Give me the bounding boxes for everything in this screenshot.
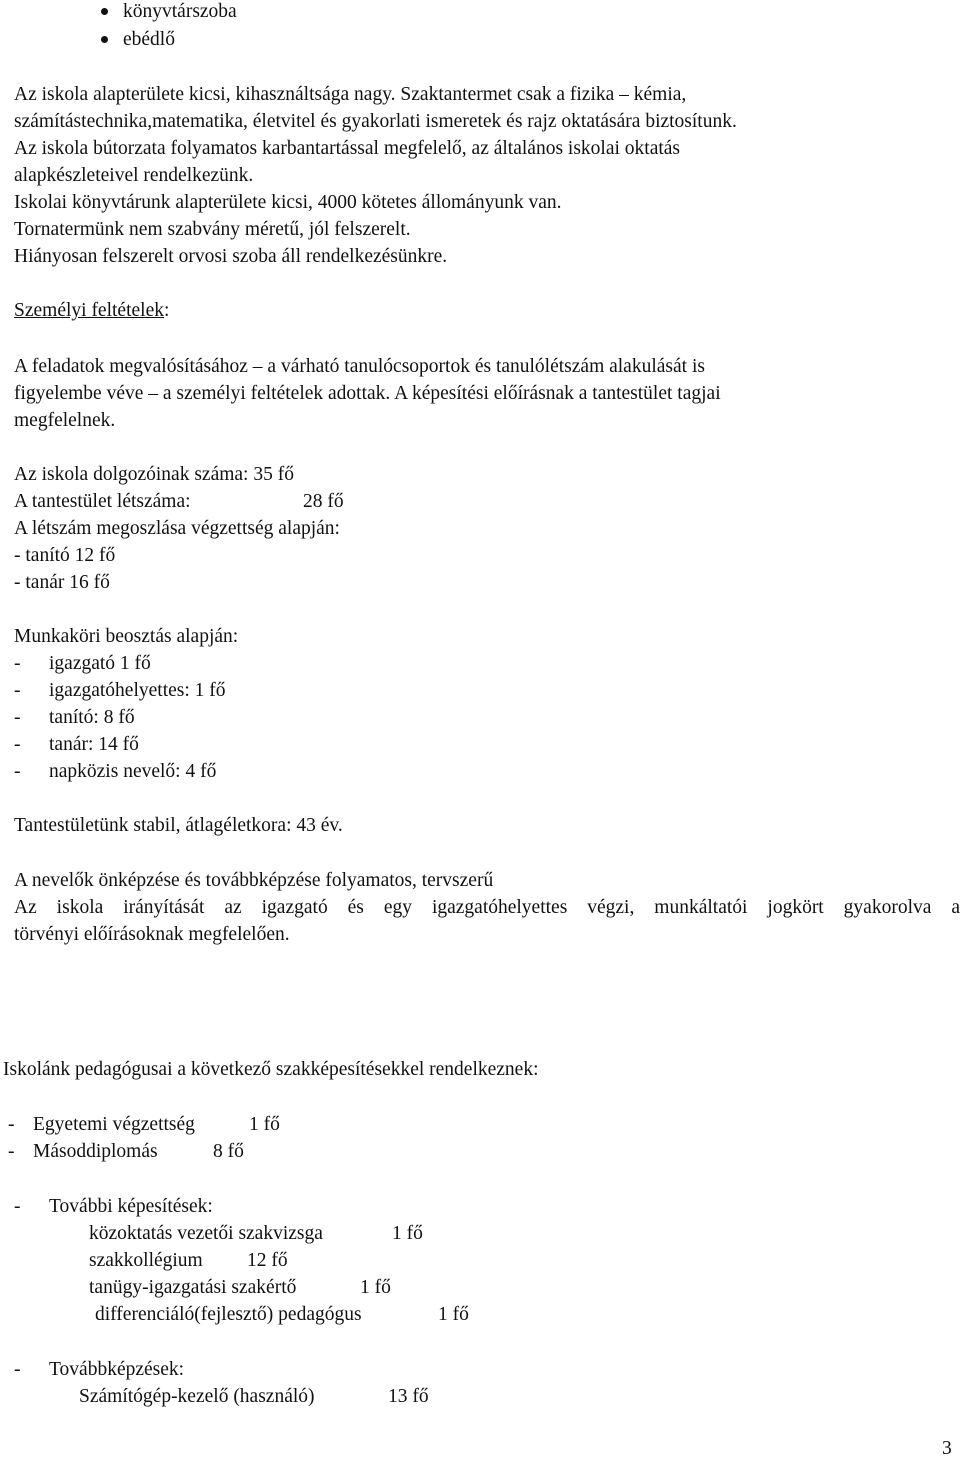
faculty-label: A tantestület létszáma: — [14, 491, 191, 512]
list-item: - tanító 12 fő — [14, 545, 116, 566]
roles-title: Munkaköri beosztás alapján: — [14, 626, 239, 647]
list-dash: - — [14, 680, 21, 701]
paragraph-line: Az iskola bútorzata folyamatos karbantartással megfelelő, az általános iskolai oktatás — [14, 138, 681, 159]
list-dash: - — [8, 1141, 15, 1162]
bullet-dot — [101, 8, 108, 15]
paragraph-line: Az iskola alapterülete kicsi, kihasználtsága nagy. Szaktantermet csak a fizika – kémia, — [14, 84, 687, 105]
education-title: A létszám megoszlása végzettség alapján: — [14, 518, 340, 539]
paragraph-line: Az iskola irányítását az igazgató és egy igazgatóhelyettes végzi, munkáltatói jogkört gyakorolva a — [14, 897, 960, 918]
list-item: tanár: 14 fő — [49, 734, 139, 755]
list-dash: - — [14, 707, 21, 728]
paragraph-line: Tornatermünk nem szabvány méretű, jól felszerelt. — [14, 219, 411, 240]
staff-stability: Tantestületünk stabil, átlagéletkora: 43 év. — [14, 815, 343, 836]
bullet-dot — [101, 36, 108, 43]
training-value: 13 fő — [388, 1386, 429, 1407]
qualifications-title: Iskolánk pedagógusai a következő szakképesítésekkel rendelkeznek: — [3, 1059, 539, 1080]
degree-label: Egyetemi végzettség — [33, 1114, 195, 1135]
paragraph-line: számítástechnika,matematika, életvitel és gyakorlati ismeretek és rajz oktatására biztosítunk. — [14, 111, 737, 132]
faculty-value: 28 fő — [303, 491, 344, 512]
list-dash: - — [14, 1359, 21, 1380]
paragraph-line: törvényi előírásoknak megfelelően. — [14, 924, 290, 945]
degree-value: 1 fő — [249, 1114, 280, 1135]
list-item: könyvtárszoba — [123, 1, 237, 22]
further-label: tanügy-igazgatási szakértő — [89, 1277, 297, 1298]
list-item: - tanár 16 fő — [14, 572, 110, 593]
paragraph-line: Hiányosan felszerelt orvosi szoba áll rendelkezésünkre. — [14, 246, 448, 267]
further-value: 12 fő — [247, 1250, 288, 1271]
list-item: igazgatóhelyettes: 1 fő — [49, 680, 226, 701]
list-dash: - — [14, 1196, 21, 1217]
training-label: Számítógép-kezelő (használó) — [79, 1386, 315, 1407]
section-heading-text: Személyi feltételek — [14, 300, 164, 321]
list-dash: - — [14, 734, 21, 755]
section-heading-colon: : — [163, 300, 170, 321]
further-value: 1 fő — [392, 1223, 423, 1244]
staff-total: Az iskola dolgozóinak száma: 35 fő — [14, 464, 294, 485]
list-dash: - — [14, 653, 21, 674]
paragraph-line: megfelelnek. — [14, 410, 116, 431]
degree-value: 8 fő — [213, 1141, 244, 1162]
list-item: napközis nevelő: 4 fő — [49, 761, 217, 782]
paragraph-line: A feladatok megvalósításához – a várható tanulócsoportok és tanulólétszám alakulását is — [14, 356, 705, 377]
degree-label: Másoddiplomás — [33, 1141, 158, 1162]
list-dash: - — [8, 1114, 15, 1135]
further-label: differenciáló(fejlesztő) pedagógus — [95, 1304, 362, 1325]
paragraph-line: alapkészleteivel rendelkezünk. — [14, 165, 254, 186]
list-item: tanító: 8 fő — [49, 707, 135, 728]
further-label: szakkollégium — [89, 1250, 203, 1271]
further-value: 1 fő — [360, 1277, 391, 1298]
further-value: 1 fő — [438, 1304, 469, 1325]
list-dash: - — [14, 761, 21, 782]
paragraph-line: A nevelők önképzése és továbbképzése folyamatos, tervszerű — [14, 870, 494, 891]
list-item: igazgató 1 fő — [49, 653, 151, 674]
list-item: ebédlő — [123, 29, 175, 50]
paragraph-line: Iskolai könyvtárunk alapterülete kicsi, 4000 kötetes állományunk van. — [14, 192, 562, 213]
further-title: További képesítések: — [49, 1196, 213, 1217]
page-number: 3 — [942, 1438, 952, 1459]
training-title: Továbbképzések: — [49, 1359, 185, 1380]
paragraph-line: figyelembe véve – a személyi feltételek adottak. A képesítési előírásnak a tantestület tagjai — [14, 383, 721, 404]
further-label: közoktatás vezetői szakvizsga — [89, 1223, 323, 1244]
section-heading — [14, 299, 169, 323]
